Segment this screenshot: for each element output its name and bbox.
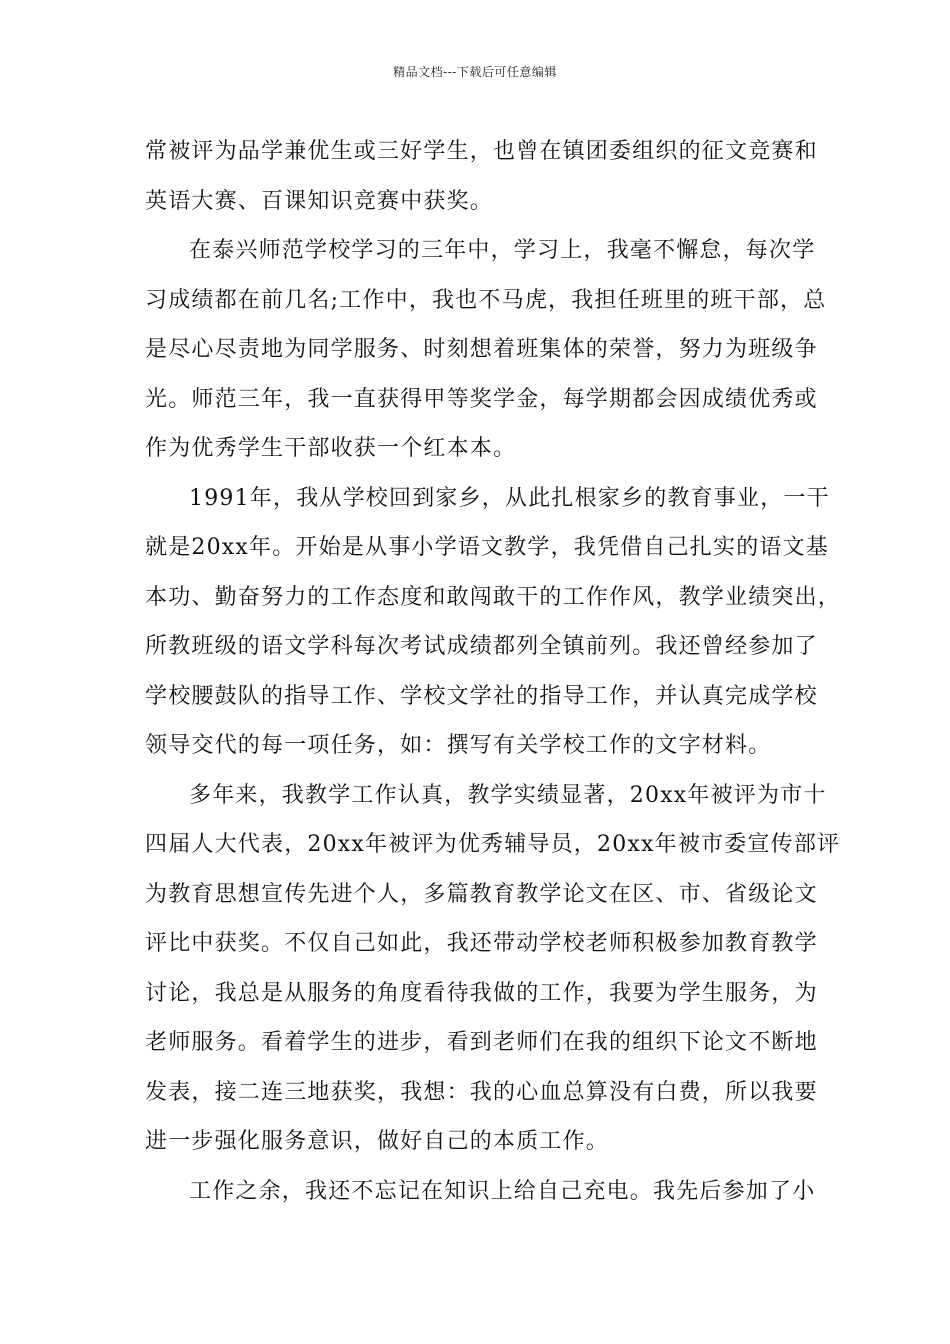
text-line: 四届人大代表，20xx年被评为优秀辅导员，20xx年被市委宣传部评 <box>145 832 841 857</box>
text-line: 为教育思想宣传先进个人，多篇教育教学论文在区、市、省级论文 <box>145 881 818 907</box>
text-line: 作为优秀学生干部收获一个红本本。 <box>145 436 517 461</box>
paragraph <box>145 226 827 474</box>
text-line: 评比中获奖。不仅自己如此，我还带动学校老师积极参加教育教学 <box>145 931 818 956</box>
text-line: 1991年，我从学校回到家乡，从此扎根家乡的教育事业，一干 <box>189 485 830 511</box>
paragraph <box>145 474 842 771</box>
paragraph <box>145 127 818 226</box>
text-line: 工作之余，我还不忘记在知识上给自己充电。我先后参加了小 <box>189 1178 816 1204</box>
text-line: 常被评为品学兼优生或三好学生，也曾在镇团委组织的征文竞赛和 <box>145 139 818 164</box>
text-line: 习成绩都在前几名;工作中，我也不马虎，我担任班里的班干部，总 <box>145 287 827 313</box>
text-line: 发表，接二连三地获奖，我想：我的心血总算没有白费，所以我要 <box>145 1079 818 1105</box>
text-line: 本功、勤奋努力的工作态度和敢闯敢干的工作作风，教学业绩突出， <box>145 584 842 610</box>
paragraph <box>145 1167 816 1217</box>
document-body <box>145 127 842 1216</box>
text-line: 多年来，我教学工作认真，教学实绩显著，20xx年被评为市十 <box>189 782 827 808</box>
page-header: 精品文档---下载后可任意编辑 <box>393 65 557 79</box>
text-line: 英语大赛、百课知识竞赛中获奖。 <box>145 188 494 214</box>
paragraph <box>145 771 841 1167</box>
text-line: 老师服务。看着学生的进步，看到老师们在我的组织下论文不断地 <box>145 1030 818 1055</box>
text-line: 光。师范三年，我一直获得甲等奖学金，每学期都会因成绩优秀或 <box>145 386 818 412</box>
text-line: 在泰兴师范学校学习的三年中，学习上，我毫不懈怠，每次学 <box>189 238 816 263</box>
text-line: 是尽心尽责地为同学服务、时刻想着班集体的荣誉，努力为班级争 <box>145 337 818 362</box>
text-line: 讨论，我总是从服务的角度看待我做的工作，我要为学生服务，为 <box>145 980 818 1006</box>
text-line: 进一步强化服务意识，做好自己的本质工作。 <box>145 1129 610 1154</box>
text-line: 领导交代的每一项任务，如：撰写有关学校工作的文字材料。 <box>145 733 772 758</box>
text-line: 学校腰鼓队的指导工作、学校文学社的指导工作，并认真完成学校 <box>145 683 818 709</box>
text-line: 就是20xx年。开始是从事小学语文教学，我凭借自己扎实的语文基 <box>145 535 830 560</box>
text-line: 所教班级的语文学科每次考试成绩都列全镇前列。我还曾经参加了 <box>145 634 818 659</box>
